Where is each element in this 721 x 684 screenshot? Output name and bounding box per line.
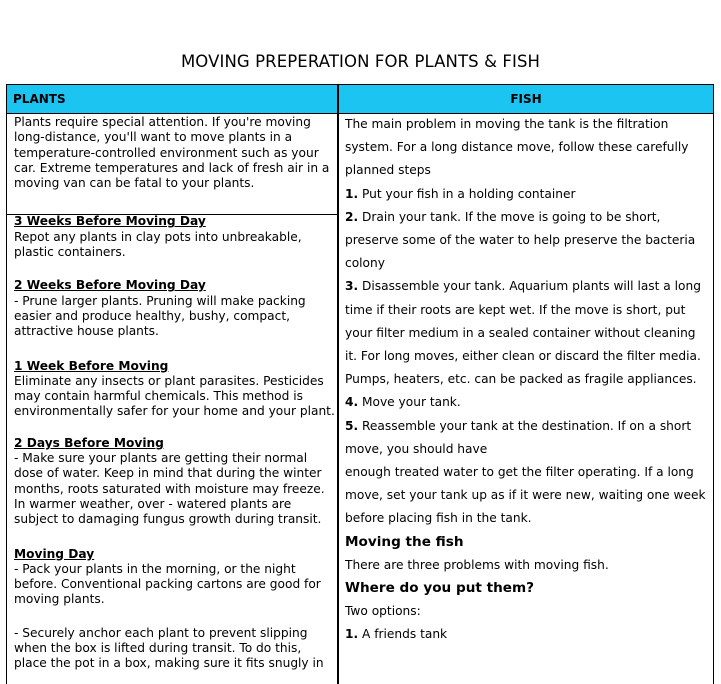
fish-step-3: 3. Disassemble your tank. Aquarium plants will last a long — [345, 279, 701, 294]
where-do-you-put-them-heading: Where do you put them? — [345, 580, 535, 597]
fish-line: preserve some of the water to help preserve the bacteria — [345, 233, 696, 248]
fish-step-1: 1. Put your fish in a holding container — [345, 186, 576, 201]
fish-step-4: 4. Move your tank. — [345, 395, 461, 410]
plants-intro-line: car. Extreme temperatures and lack of fresh air in a — [14, 160, 330, 175]
plants-intro-line: temperature-controlled environment such as your — [14, 145, 319, 160]
section-line: Eliminate any insects or plant parasites. Pesticides — [14, 373, 324, 388]
section-line: - Pack your plants in the morning, or the night — [14, 561, 296, 576]
fish-line: Pumps, heaters, etc. can be packed as fragile appliances. — [345, 372, 697, 387]
fish-line: planned steps — [345, 163, 431, 178]
moving-the-fish-heading: Moving the fish — [345, 533, 464, 550]
section-heading-moving-day: Moving Day — [14, 546, 95, 561]
section-line: may contain harmful chemicals. This method is — [14, 389, 303, 404]
fish-line: time if their roots are kept wet. If the move is short, put — [345, 302, 686, 317]
table-border-left — [6, 84, 7, 684]
fish-step-2: 2. Drain your tank. If the move is going to be short, — [345, 209, 661, 224]
plants-column — [14, 115, 338, 672]
section-line: before. Conventional packing cartons are good for — [14, 577, 321, 592]
fish-line: before placing fish in the tank. — [345, 511, 532, 526]
section-line: attractive house plants. — [14, 324, 159, 339]
fish-problems-line: There are three problems with moving fish. — [345, 557, 609, 572]
plants-intro-line: Plants require special attention. If you're moving — [14, 115, 311, 129]
fish-line: enough treated water to get the filter operating. If a long — [345, 465, 694, 480]
fish-step-5: 5. Reassemble your tank at the destination. If on a short — [345, 418, 692, 433]
fish-option-1: 1. A friends tank — [345, 627, 448, 642]
section-line: place the pot in a box, making sure it fits snugly in — [14, 656, 324, 671]
table-border-right — [713, 84, 714, 684]
fish-line: The main problem in moving the tank is the filtration — [345, 117, 669, 131]
section-line: subject to damaging fungus growth during transit. — [14, 512, 322, 527]
section-line: when the box is lifted during transit. To do this, — [14, 641, 302, 656]
section-line: - Securely anchor each plant to prevent slipping — [14, 625, 308, 640]
fish-line: move, you should have — [345, 441, 488, 456]
section-line: - Make sure your plants are getting their normal — [14, 451, 308, 466]
section-line: - Prune larger plants. Pruning will make packing — [14, 293, 306, 308]
section-line: environmentally safer for your home and your plant. — [14, 404, 335, 419]
plants-intro-line: moving van can be fatal to your plants. — [14, 176, 255, 191]
section-line: Repot any plants in clay pots into unbreakable, — [14, 229, 302, 244]
section-line: dose of water. Keep in mind that during the winter — [14, 466, 322, 481]
fish-column — [345, 113, 709, 647]
fish-line: move, set your tank up as if it were new, waiting one week — [345, 488, 706, 503]
fish-header: FISH — [339, 85, 713, 113]
fish-line: your filter medium in a sealed container without cleaning — [345, 325, 696, 340]
section-line: easier and produce healthy, bushy, compact, — [14, 308, 290, 323]
plants-header: PLANTS — [7, 85, 337, 113]
plants-intro-line: long-distance, you'll want to move plants in a — [14, 130, 293, 145]
section-heading-2-days: 2 Days Before Moving — [14, 435, 164, 450]
section-heading-2-weeks: 2 Weeks Before Moving Day — [14, 278, 206, 293]
fish-line: system. For a long distance move, follow these carefully — [345, 140, 689, 155]
section-heading-1-week: 1 Week Before Moving — [14, 358, 169, 373]
section-heading-3-weeks: 3 Weeks Before Moving Day — [14, 214, 206, 229]
page-title: MOVING PREPERATION FOR PLANTS & FISH — [180, 52, 541, 71]
moving-table — [6, 84, 714, 684]
fish-line: colony — [345, 256, 385, 271]
section-line: plastic containers. — [14, 245, 126, 260]
section-line: moving plants. — [14, 592, 105, 607]
section-line: months, roots saturated with moisture may freeze. — [14, 481, 325, 496]
section-line: In warmer weather, over - watered plants are — [14, 496, 292, 511]
fish-line: it. For long moves, either clean or discard the filter media. — [345, 349, 701, 364]
fish-options-line: Two options: — [345, 604, 421, 619]
